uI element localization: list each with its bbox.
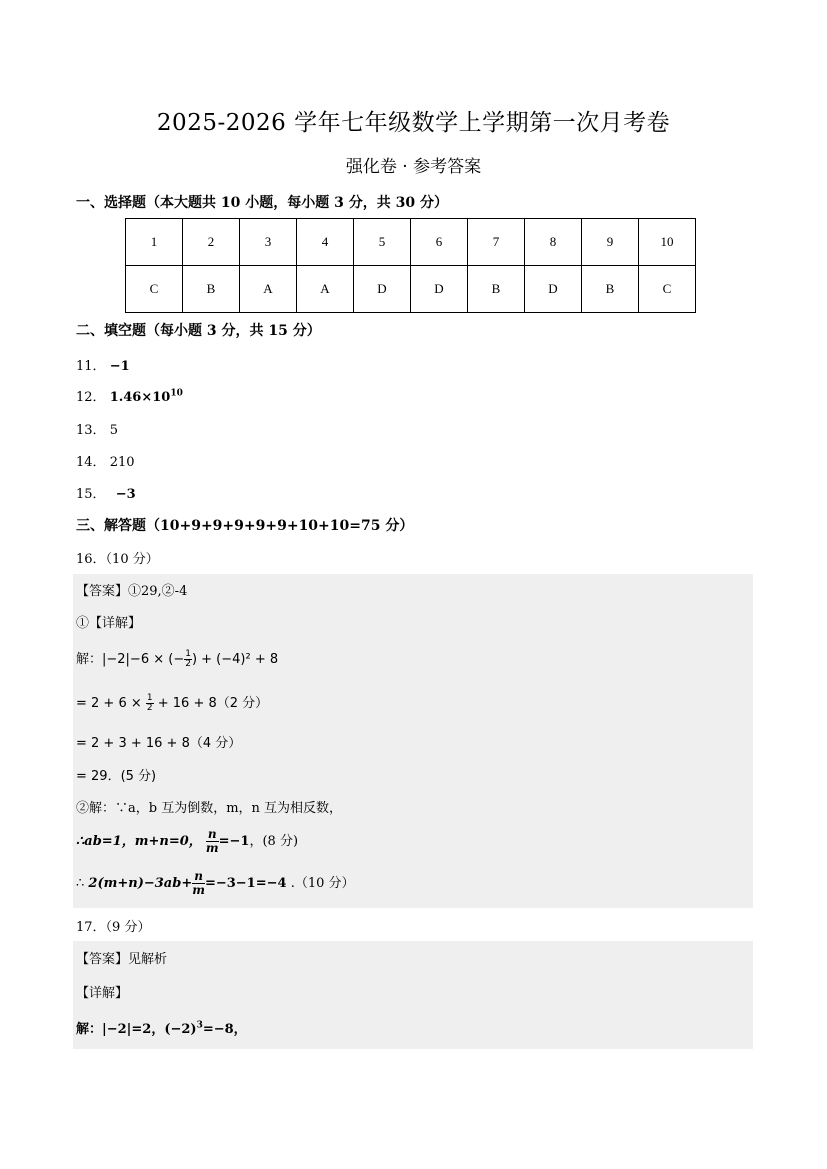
exponent: 3 [196,1020,203,1031]
list-item [76,419,118,438]
item-number: 13． [76,423,106,438]
table-cell: 7 [468,219,525,266]
step-text: 解：|−2|=2，(−2) [76,1022,197,1037]
fraction [184,650,192,669]
fraction-numerator: 1 [185,649,191,659]
step-text: =−8， [202,1022,247,1037]
solution-step [76,1018,247,1037]
step-text: ∴ab=1，m+n=0， [76,834,202,849]
fraction-denominator: m [205,841,219,855]
solution-step [76,692,268,713]
step-text: =−1 [218,834,250,849]
item-answer: −1 [109,359,130,374]
table-cell: D [354,266,411,313]
table-cell: C [639,266,696,313]
table-row-numbers [126,219,696,266]
table-cell: 8 [525,219,582,266]
table-cell: 5 [354,219,411,266]
section1-heading: 一、选择题（本大题共 10 小题，每小题 3 分，共 30 分） [76,195,448,211]
fraction-numerator: 1 [146,693,153,703]
step-text: 解：|−2|−6 × (− [76,652,185,667]
item-number: 11． [76,359,106,374]
table-row-answers [126,266,696,313]
step-text: ) + (−4)² + 8 [191,652,279,667]
list-item [76,451,135,470]
fraction-numerator: n [194,869,203,883]
item-number: 14． [76,455,106,470]
solution-step: = 29．(5 分) [76,769,157,784]
fraction [146,694,154,713]
table-cell: 1 [126,219,183,266]
fraction-numerator: n [207,827,217,841]
fraction [192,870,205,897]
table-cell: 6 [411,219,468,266]
table-cell: 2 [183,219,240,266]
item-number: 15． [76,487,106,502]
step-text: ∴ [76,876,85,891]
table-cell: A [297,266,354,313]
table-cell: A [240,266,297,313]
question-label: 16．（10 分） [76,552,159,567]
list-item [76,386,183,405]
detail-heading: 【详解】 [76,986,129,1001]
section3-heading: 三、解答题（10+9+9+9+9+9+10+10=75 分） [76,518,414,534]
table-cell: 4 [297,219,354,266]
fraction-denominator: m [192,883,205,897]
table-cell: C [126,266,183,313]
score-note: ，(8 分) [249,834,299,849]
fraction-denominator: 2 [146,703,153,713]
section2-heading: 二、填空题（每小题 3 分，共 15 分） [76,323,321,339]
fraction-denominator: 2 [185,659,191,669]
step-text: + 16 + 8（2 分） [157,696,269,711]
page-title: 2025-2026 学年七年级数学上学期第一次月考卷 [156,110,671,136]
solution-step: ②解：∵a，b 互为倒数，m，n 互为相反数， [76,801,343,816]
question-label: 17．（9 分） [76,920,151,935]
table-cell: D [411,266,468,313]
solution-step [76,648,278,669]
step-text: 2(m+n)−3ab+ [88,876,193,891]
fraction [206,828,219,855]
table-cell: 10 [639,219,696,266]
item-answer: 1.46×10 [109,390,171,405]
answer-line: 【答案】见解析 [76,952,168,967]
solution-step [76,828,298,855]
list-item [76,355,130,374]
table-cell: B [468,266,525,313]
item-answer: 210 [109,455,135,470]
detail-heading: ①【详解】 [76,616,142,631]
table-cell: B [582,266,639,313]
step-text: =−3−1=−4 [204,876,287,891]
answer-line: 【答案】①29,②-4 [76,584,188,599]
item-exponent: 10 [170,388,183,399]
table-cell: B [183,266,240,313]
table-cell: D [525,266,582,313]
table-cell: 3 [240,219,297,266]
list-item [76,483,136,502]
solution-step [76,870,355,897]
page-subtitle: 强化卷 · 参考答案 [345,157,482,177]
item-answer: −3 [115,487,136,502]
answer-table [125,218,696,313]
solution-step: = 2 + 3 + 16 + 8（4 分） [76,736,242,751]
step-text: = 2 + 6 × [76,696,142,711]
item-answer: 5 [109,423,118,438]
score-note: .（10 分） [290,876,355,891]
item-number: 12． [76,390,106,405]
table-cell: 9 [582,219,639,266]
